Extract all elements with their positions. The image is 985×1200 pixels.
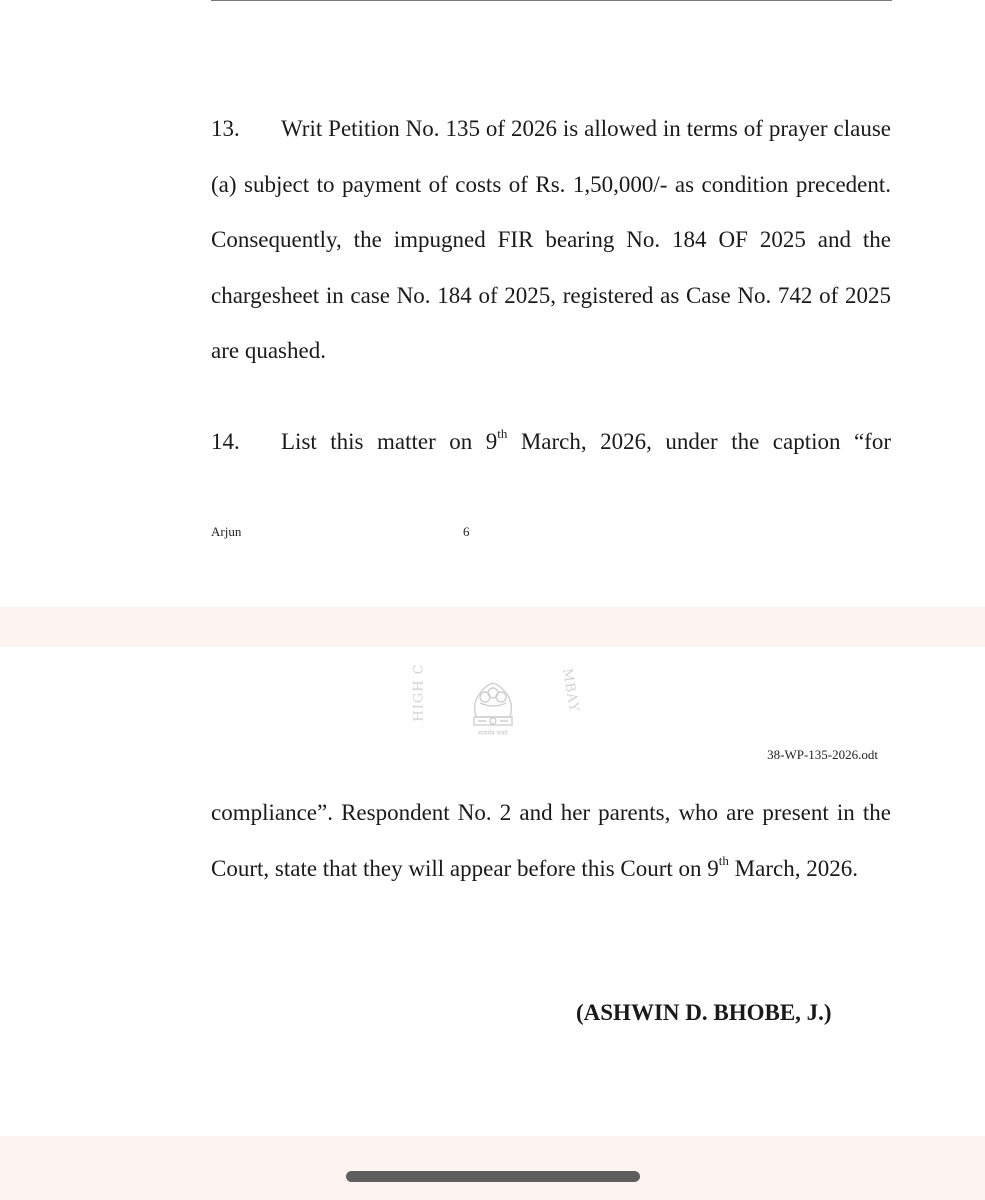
paragraph-14-text-start: List this matter on 9 [281, 429, 498, 454]
watermark-text-left: HIGH C [411, 663, 427, 722]
paragraph-14-continued-end: March, 2026. [728, 855, 858, 881]
national-emblem-icon [466, 673, 520, 737]
paragraph-13 [211, 101, 891, 379]
watermark-text-right: MBAY [558, 667, 582, 714]
viewer-bottom-bar [0, 1136, 985, 1200]
header-rule [211, 0, 892, 1]
paragraph-14 [211, 414, 891, 470]
ordinal-superscript-2: th [718, 852, 729, 868]
ordinal-superscript: th [497, 426, 508, 442]
emblem-caption: सत्यमेव जयते [478, 730, 508, 737]
judge-signature: (ASHWIN D. BHOBE, J.) [576, 1000, 832, 1025]
paragraph-14-continued-text: compliance”. Respondent No. 2 and her parents, who are present in the Court, state that they will appear before this Court on 9 [211, 800, 891, 881]
paragraph-13-number: 13. [211, 116, 240, 141]
page-separator [0, 607, 985, 647]
footer-author: Arjun [211, 524, 242, 539]
court-watermark [400, 665, 590, 735]
document-filename: 38-WP-135-2026.odt [767, 747, 878, 762]
footer-page-number: 6 [463, 524, 470, 539]
paragraph-14-continued [211, 785, 891, 896]
paragraph-13-text: Writ Petition No. 135 of 2026 is allowed in terms of prayer clause (a) subject to payment of costs of Rs. 1,50,000/- as condition precedent. Consequently, the impugned FIR bearing No. 184 OF 2025 and the chargesheet in case No. 184 of 2025, registered as Case No. 742 of 2025 are quashed. [211, 116, 891, 363]
home-indicator[interactable] [346, 1171, 640, 1182]
paragraph-14-text-end: March, 2026, under the caption “for [507, 429, 891, 454]
paragraph-14-number: 14. [211, 429, 240, 454]
